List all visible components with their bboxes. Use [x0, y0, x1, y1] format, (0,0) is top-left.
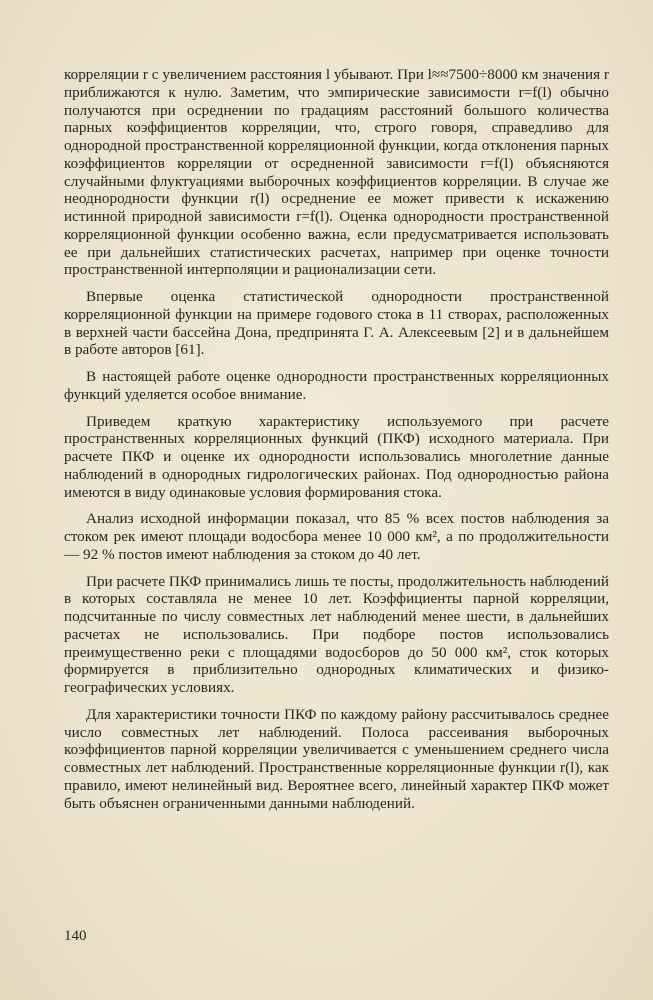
- paragraph-3: В настоящей работе оценке однородности пространственных корреляционных функций уделяется особое внимание.: [64, 368, 609, 403]
- paragraph-1: корреляции r с увеличением расстояния l убывают. При l≈≈7500÷8000 км значения r приближаются к нулю. Заметим, что эмпирические зависимости r=f(l) обычно получаются при осреднении по градациям расстояний большого количества парных коэффициентов корреляции, что, строго говоря, справедливо для однородной пространственной корреляционной функции, когда отклонения парных коэффициентов корреляции от осредненной зависимости r=f(l) объясняются случайными флуктуациями выборочных коэффициентов корреляции. В случае же неоднородности функции r(l) осреднение ее может привести к искажению истинной природной зависимости r=f(l). Оценка однородности пространственной корреляционной функции особенно важна, если предусматривается использовать ее при дальнейших статистических расчетах, например при оценке точности пространственной интерполяции и рационализации сети.: [64, 66, 609, 279]
- paragraph-4: Приведем краткую характеристику используемого при расчете пространственных корреляционных функций (ПКФ) исходного материала. При расчете ПКФ и оценке их однородности использовались многолетние данные наблюдений в однородных гидрологических районах. Под однородностью района имеются в виду одинаковые условия формирования стока.: [64, 412, 609, 501]
- paragraph-7: Для характеристики точности ПКФ по каждому району рассчитывалось среднее число совместных лет наблюдений. Полоса рассеивания выборочных коэффициентов парной корреляции увеличивается с уменьшением среднего числа совместных лет наблюдений. Пространственные корреляционные функции r(l), как правило, имеют нелинейный вид. Вероятнее всего, линейный характер ПКФ может быть объяснен ограниченными данными наблюдений.: [64, 705, 609, 812]
- body-text: [64, 66, 609, 821]
- paragraph-2: Впервые оценка статистической однородности пространственной корреляционной функции на примере годового стока в 11 створах, расположенных в верхней части бассейна Дона, предпринята Г. А. Алексеевым [2] и в дальнейшем в работе авторов [61].: [64, 288, 609, 359]
- paragraph-6: При расчете ПКФ принимались лишь те посты, продолжительность наблюдений в которых составляла не менее 10 лет. Коэффициенты парной корреляции, подсчитанные по числу совместных лет наблюдений менее шести, в дальнейших расчетах не использовались. При подборе постов использовались преимущественно реки с площадями водосборов до 50 000 км², сток которых формируется в приблизительно однородных климатических и физико-географических условиях.: [64, 572, 609, 696]
- paragraph-5: Анализ исходной информации показал, что 85 % всех постов наблюдения за стоком рек имеют площади водосбора менее 10 000 км², а по продолжительности — 92 % постов имеют наблюдения за стоком до 40 лет.: [64, 510, 609, 563]
- page-number: 140: [64, 928, 87, 944]
